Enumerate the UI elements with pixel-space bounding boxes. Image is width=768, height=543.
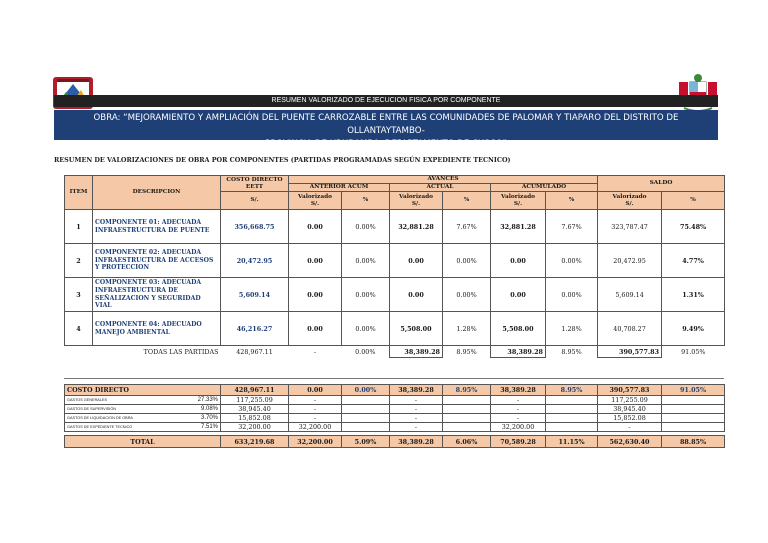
row-sal-p: 9.49%	[662, 312, 725, 346]
header-actual: ACTUAL	[390, 184, 491, 192]
gasto-ant: -	[289, 405, 342, 414]
cd-acu-p: 8.95%	[546, 385, 598, 396]
row-costo: 356,668.75	[221, 210, 289, 244]
gasto-pct: 7.51%	[191, 423, 221, 432]
cd-ant-v: 0.00	[289, 385, 342, 396]
row-desc: COMPONENTE 02: ADECUADA INFRAESTRUCTURA DE ACCESOS Y PROTECCION	[93, 244, 221, 278]
row-act-v: 5,508.00	[390, 312, 443, 346]
gasto-label: GASTOS DE SUPERVISIÓN	[65, 405, 191, 414]
obra-title-line2: PROVINCIA DE URUBAMBA- DEPARTAMENTO DE CUSCO”	[265, 139, 507, 149]
header-costo-soles: S/.	[221, 192, 289, 210]
row-acu-p: 7.67%	[546, 210, 598, 244]
total-act-v: 38,389.28	[390, 436, 443, 448]
total-act-p: 6.06%	[443, 436, 491, 448]
row-acu-v: 0.00	[491, 244, 546, 278]
components-table	[64, 175, 725, 358]
row-sal-v: 40,708.27	[598, 312, 662, 346]
todas-row	[65, 346, 725, 358]
todas-acu-v: 38,389.28	[491, 346, 546, 358]
gasto-row	[65, 396, 725, 405]
row-act-v: 32,881.28	[390, 210, 443, 244]
row-desc: COMPONENTE 03: ADECUADA INFRAESTRUCTURA DE SEÑALIZACION Y SEGURIDAD VIAL	[93, 278, 221, 312]
gasto-label: GASTOS GENERALES	[65, 396, 191, 405]
header-anterior: ANTERIOR ACUM	[289, 184, 390, 192]
table-row	[65, 312, 725, 346]
header-act-pct: %	[443, 192, 491, 210]
row-act-p: 7.67%	[443, 210, 491, 244]
gasto-costo: 38,945.40	[221, 405, 289, 414]
row-acu-p: 0.00%	[546, 244, 598, 278]
obra-title-line1: OBRA: “MEJORAMIENTO Y AMPLIACIÓN DEL PUENTE CARROZABLE ENTRE LAS COMUNIDADES DE PALOMAR Y TIAPARO DEL DISTRITO DE OLLANTAYTAMBO-	[93, 113, 679, 136]
gasto-ant: -	[289, 396, 342, 405]
table-row	[65, 210, 725, 244]
gasto-acu: -	[491, 405, 546, 414]
todas-label: TODAS LAS PARTIDAS	[143, 347, 219, 356]
row-sal-v: 20,472.95	[598, 244, 662, 278]
row-act-p: 0.00%	[443, 244, 491, 278]
row-act-v: 0.00	[390, 244, 443, 278]
row-ant-v: 0.00	[289, 278, 342, 312]
todas-act-p: 8.95%	[456, 347, 477, 356]
header-costo-directo: COSTO DIRECTO EETT	[221, 176, 289, 192]
total-acu-v: 70,589.28	[491, 436, 546, 448]
row-sal-p: 75.48%	[662, 210, 725, 244]
total-sal-v: 562,630.40	[598, 436, 662, 448]
header-descripcion: DESCRIPCION	[93, 176, 221, 210]
row-sal-p: 4.77%	[662, 244, 725, 278]
row-item: 1	[65, 210, 93, 244]
gasto-costo: 15,852.08	[221, 414, 289, 423]
gasto-ant: 32,200.00	[289, 423, 342, 432]
gasto-pct: 9.08%	[191, 405, 221, 414]
cd-sal-p: 91.05%	[662, 385, 725, 396]
row-ant-v: 0.00	[289, 210, 342, 244]
row-ant-p: 0.00%	[342, 312, 390, 346]
row-act-v: 0.00	[390, 278, 443, 312]
header-sal-pct: %	[662, 192, 725, 210]
gasto-sal: 117,255.09	[598, 396, 662, 405]
header-ant-valorizado: Valorizado S/.	[289, 192, 342, 210]
table-row	[65, 244, 725, 278]
todas-ant-v: -	[313, 347, 317, 356]
cd-acu-v: 38,389.28	[491, 385, 546, 396]
obra-title	[54, 110, 718, 149]
gasto-act: -	[390, 396, 443, 405]
gasto-costo: 32,200.00	[221, 423, 289, 432]
total-sal-p: 88.85%	[662, 436, 725, 448]
row-act-p: 0.00%	[443, 278, 491, 312]
header-acu-pct: %	[546, 192, 598, 210]
total-costo: 633,219.68	[221, 436, 289, 448]
section-divider	[64, 378, 724, 379]
gasto-row	[65, 405, 725, 414]
costo-directo-row	[65, 385, 725, 396]
table-row	[65, 278, 725, 312]
cd-label: COSTO DIRECTO	[65, 385, 221, 396]
row-ant-v: 0.00	[289, 244, 342, 278]
header-sal-valorizado: Valorizado S/.	[598, 192, 662, 210]
header-acu-valorizado: Valorizado S/.	[491, 192, 546, 210]
todas-acu-p: 8.95%	[561, 347, 582, 356]
gasto-row	[65, 423, 725, 432]
cd-sal-v: 390,577.83	[598, 385, 662, 396]
report-banner: RESUMEN VALORIZADO DE EJECUCION FISICA POR COMPONENTE	[54, 95, 718, 107]
row-sal-p: 1.31%	[662, 278, 725, 312]
gasto-acu: 32,200.00	[491, 423, 546, 432]
row-costo: 20,472.95	[221, 244, 289, 278]
cd-act-p: 8.95%	[443, 385, 491, 396]
gasto-sal: 38,945.40	[598, 405, 662, 414]
gasto-costo: 117,255.09	[221, 396, 289, 405]
row-desc: COMPONENTE 01: ADECUADA INFRAESTRUCTURA DE PUENTE	[93, 210, 221, 244]
total-label: TOTAL	[65, 436, 221, 448]
header-saldo: SALDO	[598, 176, 725, 192]
row-ant-p: 0.00%	[342, 278, 390, 312]
row-acu-p: 1.28%	[546, 312, 598, 346]
gasto-act: -	[390, 414, 443, 423]
row-ant-p: 0.00%	[342, 244, 390, 278]
gasto-label: GASTOS DE EXPEDIENTE TECNICO	[65, 423, 191, 432]
gasto-act: -	[390, 423, 443, 432]
header-ant-pct: %	[342, 192, 390, 210]
gasto-pct: 27.33%	[191, 396, 221, 405]
cd-costo: 428,967.11	[221, 385, 289, 396]
summary-table	[64, 384, 725, 448]
row-acu-v: 5,508.00	[491, 312, 546, 346]
row-acu-v: 0.00	[491, 278, 546, 312]
gasto-sal: 15,852.08	[598, 414, 662, 423]
gasto-row	[65, 414, 725, 423]
todas-act-v: 38,389.28	[390, 346, 443, 358]
header-avances: AVANCES	[289, 176, 598, 184]
row-ant-p: 0.00%	[342, 210, 390, 244]
total-acu-p: 11.15%	[546, 436, 598, 448]
total-row	[65, 436, 725, 448]
row-item: 3	[65, 278, 93, 312]
total-ant-v: 32,200.00	[289, 436, 342, 448]
row-sal-v: 5,609.14	[598, 278, 662, 312]
gasto-act: -	[390, 405, 443, 414]
todas-ant-p: 0.00%	[355, 347, 376, 356]
todas-sal-p: 91.05%	[681, 347, 706, 356]
row-act-p: 1.28%	[443, 312, 491, 346]
gasto-sal: -	[598, 423, 662, 432]
cd-ant-p: 0.00%	[342, 385, 390, 396]
row-item: 4	[65, 312, 93, 346]
gasto-acu: -	[491, 414, 546, 423]
total-ant-p: 5.09%	[342, 436, 390, 448]
gasto-acu: -	[491, 396, 546, 405]
row-ant-v: 0.00	[289, 312, 342, 346]
row-acu-p: 0.00%	[546, 278, 598, 312]
row-costo: 46,216.27	[221, 312, 289, 346]
row-sal-v: 323,787.47	[598, 210, 662, 244]
row-costo: 5,609.14	[221, 278, 289, 312]
gasto-label: GASTOS DE LIQUIDACION DE OBRA	[65, 414, 191, 423]
cd-act-v: 38,389.28	[390, 385, 443, 396]
header-item: ITEM	[65, 176, 93, 210]
todas-costo: 428,967.11	[236, 347, 273, 356]
row-desc: COMPONENTE 04: ADECUADO MANEJO AMBIENTAL	[93, 312, 221, 346]
peru-coat-of-arms-logo	[676, 72, 720, 114]
todas-sal-v: 390,577.83	[598, 346, 662, 358]
row-item: 2	[65, 244, 93, 278]
header-acumulado: ACUMULADO	[491, 184, 598, 192]
row-acu-v: 32,881.28	[491, 210, 546, 244]
section-subtitle: RESUMEN DE VALORIZACIONES DE OBRA POR COMPONENTES (PARTIDAS PROGRAMADAS SEGÚN EXPEDIENTE TECNICO)	[54, 156, 511, 164]
gasto-pct: 3.70%	[191, 414, 221, 423]
header-act-valorizado: Valorizado S/.	[390, 192, 443, 210]
gasto-ant: -	[289, 414, 342, 423]
